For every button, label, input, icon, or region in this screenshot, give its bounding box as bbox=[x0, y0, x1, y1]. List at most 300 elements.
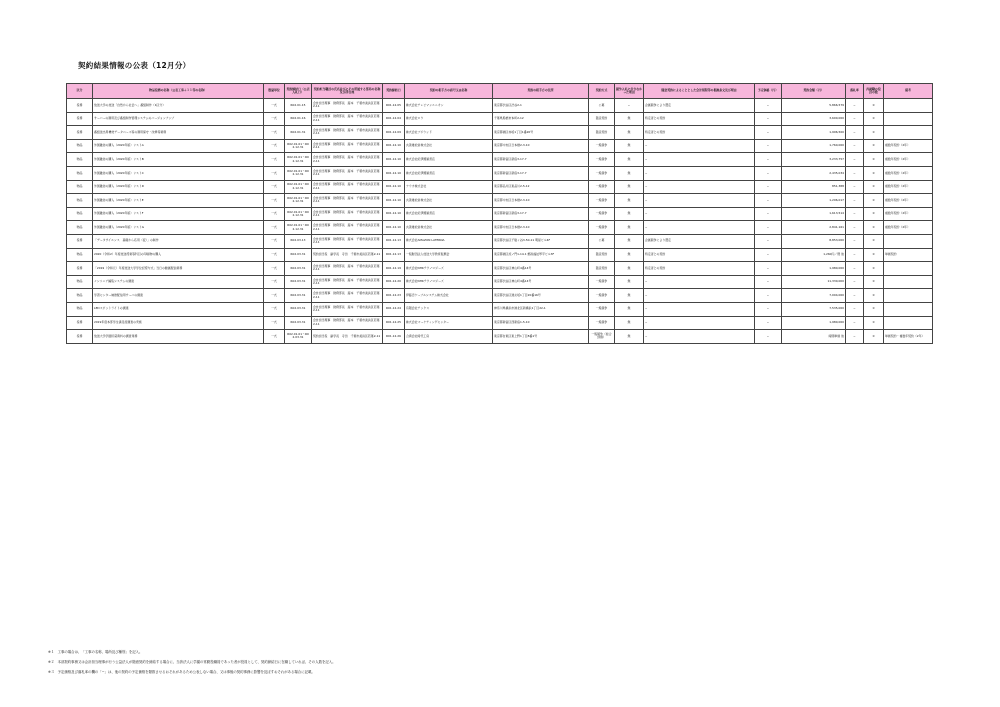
cell-contract-date: R01.12.10 bbox=[383, 166, 405, 180]
cell-contract-date: R01.12.05 bbox=[383, 99, 405, 113]
cell-remarks: 複数年契約（2年） bbox=[884, 139, 933, 153]
cell-legal-basis: 特定者との契約 bbox=[644, 126, 755, 140]
cell-contract-date: R01.12.24 bbox=[383, 302, 405, 316]
cell-counterparty-name: 株式会社紀伊國屋書店 bbox=[405, 207, 493, 221]
cell-contract-officer: 会計担当理事 財務部長 藤本 千葉市美浜区若葉2-11 bbox=[312, 221, 383, 235]
cell-reemployed-officers: 0 bbox=[864, 139, 884, 153]
cell-estimated-price: − bbox=[755, 248, 782, 262]
cell-no-competition-reason: − bbox=[615, 99, 644, 113]
cell-counterparty-address: 東京都渋谷区千駄ヶ谷3-50-11 明星ビル4F bbox=[493, 234, 589, 248]
cell-award-rate: − bbox=[846, 248, 864, 262]
cell-counterparty-name: 株式会社マーケティングセンター bbox=[405, 316, 493, 330]
cell-award-rate: − bbox=[846, 234, 864, 248]
cell-contract-officer: 会計担当理事 財務部長 藤本 千葉市美浜区若葉2-11 bbox=[312, 166, 383, 180]
cell-contract-officer: 会計担当理事 財務部長 藤本 千葉市美浜区若葉2-11 bbox=[312, 207, 383, 221]
table-row bbox=[67, 289, 933, 303]
cell-no-competition-reason: 無 bbox=[615, 330, 644, 344]
cell-legal-basis: − bbox=[644, 153, 755, 167]
cell-item-name: 「データサイエンス 基礎から応用（仮）」の制作 bbox=[93, 234, 264, 248]
cell-contract-method: 一般競争 bbox=[589, 289, 615, 303]
table-row bbox=[67, 139, 933, 153]
cell-delivery-date: R02.03.31 bbox=[285, 302, 312, 316]
table-row bbox=[67, 180, 933, 194]
cell-no-competition-reason: 無 bbox=[615, 234, 644, 248]
cell-counterparty-name: 株式会社AMAZON LATERNA bbox=[405, 234, 493, 248]
column-header: 区分 bbox=[67, 84, 93, 99]
contract-results-table bbox=[66, 83, 933, 344]
cell-remarks bbox=[884, 316, 933, 330]
column-header: 契約締結日（公表入札日） bbox=[285, 84, 312, 99]
cell-counterparty-name: 株式会社紀伊國屋書店 bbox=[405, 153, 493, 167]
cell-delivery-date: R02.03.31 bbox=[285, 316, 312, 330]
cell-quantity: 一式 bbox=[264, 166, 285, 180]
cell-category: 役務 bbox=[67, 330, 93, 344]
cell-award-rate: − bbox=[846, 316, 864, 330]
cell-estimated-price: − bbox=[755, 180, 782, 194]
table-row bbox=[67, 166, 933, 180]
cell-contract-officer: 会計担当理事 財務部長 藤本 千葉市美浜区若葉2-11 bbox=[312, 262, 383, 276]
cell-counterparty-address: 東京都渋谷区道玄坂1丁目20番16号 bbox=[493, 289, 589, 303]
cell-item-name: 2019年度本部学生満足度調査の実施 bbox=[93, 316, 264, 330]
cell-no-competition-reason: 無 bbox=[615, 248, 644, 262]
column-header: 落札率 bbox=[846, 84, 864, 99]
cell-contract-method: 公募 bbox=[589, 99, 615, 113]
header-row bbox=[67, 84, 933, 99]
cell-legal-basis: − bbox=[644, 275, 755, 289]
cell-remarks bbox=[884, 262, 933, 276]
cell-contract-date: R01.12.04 bbox=[383, 112, 405, 126]
cell-reemployed-officers: 0 bbox=[864, 234, 884, 248]
cell-contract-method: 随意契約 bbox=[589, 248, 615, 262]
cell-estimated-price: − bbox=[755, 262, 782, 276]
cell-reemployed-officers: 0 bbox=[864, 153, 884, 167]
cell-item-name: 放送大学学園所蔵資料の調査業務 bbox=[93, 330, 264, 344]
cell-quantity: 一式 bbox=[264, 302, 285, 316]
cell-contract-amount: 1,980,000 bbox=[782, 316, 846, 330]
table-row bbox=[67, 248, 933, 262]
cell-counterparty-name: 株式会社NHKテクノロジーズ bbox=[405, 275, 493, 289]
cell-item-name: 外国雑誌の購入（2020年版）リストG bbox=[93, 221, 264, 235]
cell-reemployed-officers: 0 bbox=[864, 262, 884, 276]
cell-contract-method: 一般競争 bbox=[589, 166, 615, 180]
cell-contract-officer: 会計担当理事 財務部長 藤本 千葉市美浜区若葉2-11 bbox=[312, 316, 383, 330]
cell-contract-amount: 2,435,034 bbox=[782, 166, 846, 180]
cell-counterparty-name: 株式会社テレビマンユニオン bbox=[405, 99, 493, 113]
cell-delivery-date: R02.01.01〜R02.12.31 bbox=[285, 221, 312, 235]
cell-legal-basis: − bbox=[644, 194, 755, 208]
cell-category: 役務 bbox=[67, 316, 93, 330]
cell-item-name: 外国雑誌の購入（2020年版）リストC bbox=[93, 166, 264, 180]
cell-contract-date: R01.12.10 bbox=[383, 153, 405, 167]
cell-contract-amount: 7,535,000 bbox=[782, 302, 846, 316]
cell-counterparty-address: 東京都渋谷区渋谷2-1 bbox=[493, 99, 589, 113]
cell-quantity: 一式 bbox=[264, 180, 285, 194]
cell-no-competition-reason: 無 bbox=[615, 221, 644, 235]
cell-award-rate: − bbox=[846, 330, 864, 344]
cell-award-rate: − bbox=[846, 262, 864, 276]
cell-contract-amount: 時間単価 他 bbox=[782, 330, 846, 344]
cell-counterparty-address: 東京都渋谷区神山町4番14号 bbox=[493, 262, 589, 276]
table-row bbox=[67, 262, 933, 276]
cell-contract-method: 一般競争 bbox=[589, 302, 615, 316]
cell-no-competition-reason: 無 bbox=[615, 207, 644, 221]
cell-legal-basis: − bbox=[644, 166, 755, 180]
cell-remarks: 単価契約・複数年契約（2年） bbox=[884, 330, 933, 344]
cell-counterparty-address: 東京都港区虎ノ門1-14-1 郵政福祉琴平ビル3F bbox=[493, 248, 589, 262]
cell-counterparty-name: 合資会社時代工房 bbox=[405, 330, 493, 344]
footnote: ※３ 予定価格及び落札率の欄の「−」は、他の契約の予定価格を類推させるおそれがあるため公表しない場合、又は事後の契約事務に影響を及ぼすおそれがある場合に記載。 bbox=[48, 670, 315, 674]
cell-estimated-price: − bbox=[755, 153, 782, 167]
cell-counterparty-address: 東京都新宿区新宿3-17-7 bbox=[493, 207, 589, 221]
column-header: 契約担当職員の氏名並びにその所属する部局の名称及び所在地 bbox=[312, 84, 383, 99]
cell-category: 物品 bbox=[67, 248, 93, 262]
cell-delivery-date: R02.01.01〜R02.12.31 bbox=[285, 166, 312, 180]
cell-counterparty-name: 丸善雄松堂株式会社 bbox=[405, 139, 493, 153]
cell-delivery-date: R02.01.01〜R02.12.31 bbox=[285, 139, 312, 153]
column-header: 契約締結日 bbox=[383, 84, 405, 99]
column-header: 物品役務の名称（公表工事＋１１等の名称） bbox=[93, 84, 264, 99]
cell-category: 物品 bbox=[67, 207, 93, 221]
cell-reemployed-officers: 0 bbox=[864, 99, 884, 113]
cell-counterparty-name: 伊藤忠ケーブルシステム株式会社 bbox=[405, 289, 493, 303]
cell-delivery-date: R02.01.15 bbox=[285, 99, 312, 113]
cell-reemployed-officers: 0 bbox=[864, 207, 884, 221]
cell-no-competition-reason: 無 bbox=[615, 289, 644, 303]
column-header: 備考 bbox=[884, 84, 933, 99]
cell-category: 役務 bbox=[67, 99, 93, 113]
cell-delivery-date: R02.01.31 bbox=[285, 126, 312, 140]
cell-quantity: 一式 bbox=[264, 289, 285, 303]
cell-item-name: 2020（令和2）年度放送授業等科目の印刷物の購入 bbox=[93, 248, 264, 262]
cell-quantity: 一式 bbox=[264, 139, 285, 153]
cell-contract-date: R01.12.10 bbox=[383, 139, 405, 153]
cell-category: 物品 bbox=[67, 289, 93, 303]
cell-contract-amount: 7,004,000 bbox=[782, 289, 846, 303]
cell-contract-officer: 契約担当役 副学長 寺田 千葉市美浜区若葉2-11 bbox=[312, 330, 383, 344]
cell-award-rate: − bbox=[846, 112, 864, 126]
cell-legal-basis: − bbox=[644, 330, 755, 344]
cell-contract-date: R01.12.10 bbox=[383, 194, 405, 208]
cell-quantity: 一式 bbox=[264, 316, 285, 330]
cell-item-name: LEDスポットライトの調達 bbox=[93, 302, 264, 316]
cell-counterparty-address: 東京都中央区日本橋2-3-10 bbox=[493, 194, 589, 208]
table-row bbox=[67, 112, 933, 126]
cell-quantity: 一式 bbox=[264, 330, 285, 344]
table-row bbox=[67, 221, 933, 235]
table-body bbox=[67, 99, 933, 344]
table-header bbox=[67, 84, 933, 99]
cell-category: 役務 bbox=[67, 112, 93, 126]
cell-item-name: 外国雑誌の購入（2020年版）リストF bbox=[93, 207, 264, 221]
cell-remarks: 複数年契約（2年） bbox=[884, 194, 933, 208]
cell-contract-amount: 3,600,000 bbox=[782, 112, 846, 126]
table-row bbox=[67, 153, 933, 167]
cell-counterparty-address: 千葉県船橋市本町2-12 bbox=[493, 112, 589, 126]
cell-contract-officer: 会計担当理事 財務部長 藤本 千葉市美浜区若葉2-11 bbox=[312, 289, 383, 303]
cell-contract-method: 一般競争 bbox=[589, 180, 615, 194]
cell-contract-method: 一般競争 bbox=[589, 207, 615, 221]
cell-counterparty-name: 株式会社紀伊國屋書店 bbox=[405, 166, 493, 180]
cell-award-rate: − bbox=[846, 207, 864, 221]
cell-quantity: 一式 bbox=[264, 248, 285, 262]
table-row bbox=[67, 194, 933, 208]
cell-contract-amount: 2,841,161 bbox=[782, 221, 846, 235]
cell-reemployed-officers: 0 bbox=[864, 126, 884, 140]
cell-contract-method: 一般競争 bbox=[589, 139, 615, 153]
cell-contract-method: 一般競争 bbox=[589, 153, 615, 167]
cell-remarks bbox=[884, 99, 933, 113]
cell-contract-date: R01.12.10 bbox=[383, 207, 405, 221]
cell-no-competition-reason: 無 bbox=[615, 112, 644, 126]
cell-delivery-date: R02.03.31 bbox=[285, 248, 312, 262]
table-row bbox=[67, 126, 933, 140]
cell-contract-officer: 契約担当役 副学長 寺田 千葉市美浜区若葉2-11 bbox=[312, 248, 383, 262]
cell-no-competition-reason: 無 bbox=[615, 262, 644, 276]
cell-contract-officer: 会計担当理事 財務部長 藤本 千葉市美浜区若葉2-11 bbox=[312, 139, 383, 153]
cell-category: 役務 bbox=[67, 234, 93, 248]
cell-remarks: 複数年契約（2年） bbox=[884, 166, 933, 180]
cell-category: 物品 bbox=[67, 194, 93, 208]
cell-contract-method: 一般競争 bbox=[589, 275, 615, 289]
cell-quantity: 一式 bbox=[264, 153, 285, 167]
cell-no-competition-reason: 無 bbox=[615, 153, 644, 167]
cell-counterparty-address: 東京都新宿区新宿3-17-7 bbox=[493, 153, 589, 167]
cell-remarks bbox=[884, 112, 933, 126]
cell-delivery-date: R02.01.01〜R02.03.31 bbox=[285, 330, 312, 344]
cell-category: 物品 bbox=[67, 275, 93, 289]
cell-item-name: 外国雑誌の購入（2020年版）リストB bbox=[93, 153, 264, 167]
cell-item-name: 外国雑誌の購入（2020年版）リストD bbox=[93, 180, 264, 194]
cell-category: 物品 bbox=[67, 302, 93, 316]
column-header: 契約の相手方の住所 bbox=[493, 84, 589, 99]
cell-estimated-price: − bbox=[755, 207, 782, 221]
cell-quantity: 一式 bbox=[264, 275, 285, 289]
cell-contract-method: 随意契約 bbox=[589, 112, 615, 126]
cell-no-competition-reason: 無 bbox=[615, 139, 644, 153]
cell-reemployed-officers: 0 bbox=[864, 112, 884, 126]
column-header: 随意契約によることとした会計規程等の根拠条文及び理由 bbox=[644, 84, 755, 99]
footnotes bbox=[48, 650, 948, 680]
cell-estimated-price: − bbox=[755, 221, 782, 235]
cell-counterparty-address: 東京都新宿区西新宿1-5-10 bbox=[493, 316, 589, 330]
cell-contract-date: R01.12.09 bbox=[383, 126, 405, 140]
cell-counterparty-name: 有限会社テックス bbox=[405, 302, 493, 316]
cell-delivery-date: R02.01.01〜R02.12.31 bbox=[285, 207, 312, 221]
cell-contract-method: 一般競争 bbox=[589, 316, 615, 330]
column-header: 契約金額（円） bbox=[782, 84, 846, 99]
cell-counterparty-address: 東京都渋谷区神山町4番14号 bbox=[493, 275, 589, 289]
footnote: ※１ 工事の場合は、「工事の名称、場所及び種別」を記入。 bbox=[48, 650, 143, 654]
cell-legal-basis: − bbox=[644, 207, 755, 221]
cell-contract-method: 随意契約 bbox=[589, 262, 615, 276]
cell-legal-basis: 特定者との契約 bbox=[644, 262, 755, 276]
cell-estimated-price: − bbox=[755, 234, 782, 248]
cell-no-competition-reason: 無 bbox=[615, 316, 644, 330]
cell-remarks: 複数年契約（2年） bbox=[884, 207, 933, 221]
cell-no-competition-reason: 無 bbox=[615, 194, 644, 208]
cell-award-rate: − bbox=[846, 194, 864, 208]
page-title: 契約結果情報の公表（12月分） bbox=[78, 61, 191, 70]
table-row bbox=[67, 275, 933, 289]
cell-item-name: 放送大学の放送「自然から社会へ」番組制作（1区分） bbox=[93, 99, 264, 113]
cell-award-rate: − bbox=[846, 166, 864, 180]
cell-category: 物品 bbox=[67, 166, 93, 180]
table-row bbox=[67, 316, 933, 330]
column-header: 契約の相手方の商号又は名称 bbox=[405, 84, 493, 99]
cell-no-competition-reason: 無 bbox=[615, 126, 644, 140]
cell-award-rate: − bbox=[846, 221, 864, 235]
table-row bbox=[67, 302, 933, 316]
column-header: 予定価格（円） bbox=[755, 84, 782, 99]
cell-contract-date: R01.12.10 bbox=[383, 180, 405, 194]
cell-estimated-price: − bbox=[755, 166, 782, 180]
cell-award-rate: − bbox=[846, 289, 864, 303]
cell-counterparty-name: 丸善雄松堂株式会社 bbox=[405, 194, 493, 208]
cell-contract-amount: 8,853,000 bbox=[782, 234, 846, 248]
cell-counterparty-name: ナウカ株式会社 bbox=[405, 180, 493, 194]
cell-contract-amount: 1,613,514 bbox=[782, 207, 846, 221]
cell-quantity: 一式 bbox=[264, 126, 285, 140]
column-header: 競争入札に付さなかった理由 bbox=[615, 84, 644, 99]
cell-category: 物品 bbox=[67, 180, 93, 194]
cell-estimated-price: − bbox=[755, 112, 782, 126]
cell-remarks bbox=[884, 234, 933, 248]
cell-contract-amount: 3,233,757 bbox=[782, 153, 846, 167]
cell-contract-date: R01.12.26 bbox=[383, 330, 405, 344]
table-row bbox=[67, 99, 933, 113]
cell-legal-basis: − bbox=[644, 221, 755, 235]
cell-legal-basis: − bbox=[644, 289, 755, 303]
cell-contract-method: 一般競争（総合評価） bbox=[589, 330, 615, 344]
cell-award-rate: − bbox=[846, 126, 864, 140]
cell-category: 役務 bbox=[67, 126, 93, 140]
cell-quantity: 一式 bbox=[264, 234, 285, 248]
cell-delivery-date: R02.03.31 bbox=[285, 289, 312, 303]
cell-award-rate: − bbox=[846, 275, 864, 289]
cell-counterparty-address: 東京都中央区日本橋2-3-10 bbox=[493, 139, 589, 153]
cell-counterparty-address: 東京都新宿区新宿3-17-7 bbox=[493, 166, 589, 180]
cell-counterparty-name: 丸善雄松堂株式会社 bbox=[405, 221, 493, 235]
cell-contract-officer: 会計担当理事 財務部長 藤本 千葉市美浜区若葉2-11 bbox=[312, 180, 383, 194]
cell-legal-basis: 企画競争により選定 bbox=[644, 234, 755, 248]
cell-contract-amount: 1,996,500 bbox=[782, 126, 846, 140]
cell-contract-officer: 会計担当理事 財務部長 藤本 千葉市美浜区若葉2-11 bbox=[312, 126, 383, 140]
cell-contract-method: 随意契約 bbox=[589, 126, 615, 140]
cell-remarks bbox=[884, 126, 933, 140]
cell-counterparty-name: 株式会社ロウ bbox=[405, 112, 493, 126]
cell-estimated-price: − bbox=[755, 99, 782, 113]
cell-legal-basis: − bbox=[644, 316, 755, 330]
cell-item-name: 外国雑誌の購入（2020年版）リストE bbox=[93, 194, 264, 208]
cell-contract-date: R01.12.13 bbox=[383, 234, 405, 248]
cell-contract-amount: 851,388 bbox=[782, 180, 846, 194]
cell-remarks: 複数年契約（2年） bbox=[884, 153, 933, 167]
cell-contract-method: 公募 bbox=[589, 234, 615, 248]
cell-contract-amount: 1,296,017 bbox=[782, 194, 846, 208]
cell-remarks: 複数年契約（2年） bbox=[884, 221, 933, 235]
cell-legal-basis: − bbox=[644, 180, 755, 194]
cell-no-competition-reason: 無 bbox=[615, 180, 644, 194]
cell-legal-basis: − bbox=[644, 302, 755, 316]
cell-item-name: ノンリニア編集システムの調達 bbox=[93, 275, 264, 289]
cell-estimated-price: − bbox=[755, 289, 782, 303]
cell-contract-method: 一般競争 bbox=[589, 194, 615, 208]
cell-remarks bbox=[884, 289, 933, 303]
cell-quantity: 一式 bbox=[264, 262, 285, 276]
cell-estimated-price: − bbox=[755, 194, 782, 208]
cell-category: 役務 bbox=[67, 262, 93, 276]
cell-counterparty-address: 東京都品川区東品川2-5-12 bbox=[493, 180, 589, 194]
cell-legal-basis: 特定者との契約 bbox=[644, 248, 755, 262]
cell-category: 物品 bbox=[67, 139, 93, 153]
cell-item-name: 学習センター映像配信用サーバの調達 bbox=[93, 289, 264, 303]
cell-reemployed-officers: 0 bbox=[864, 316, 884, 330]
cell-contract-officer: 会計担当理事 財務部長 藤本 千葉市美浜区若葉2-11 bbox=[312, 302, 383, 316]
cell-counterparty-name: 一般財団法人放送大学教育振興会 bbox=[405, 248, 493, 262]
cell-contract-officer: 会計担当理事 財務部長 藤本 千葉市美浜区若葉2-11 bbox=[312, 112, 383, 126]
cell-reemployed-officers: 0 bbox=[864, 275, 884, 289]
cell-reemployed-officers: 0 bbox=[864, 330, 884, 344]
cell-counterparty-name: 株式会社NHKテクノロジーズ bbox=[405, 262, 493, 276]
cell-no-competition-reason: 無 bbox=[615, 302, 644, 316]
cell-quantity: 一式 bbox=[264, 112, 285, 126]
cell-contract-date: R01.12.25 bbox=[383, 316, 405, 330]
cell-estimated-price: − bbox=[755, 330, 782, 344]
cell-legal-basis: 企画競争により選定 bbox=[644, 99, 755, 113]
cell-estimated-price: − bbox=[755, 126, 782, 140]
cell-contract-date: R01.12.23 bbox=[383, 289, 405, 303]
cell-contract-date: R01.12.10 bbox=[383, 221, 405, 235]
cell-item-name: 「2019（令和元）年度放送大学学位記授与式」当日の動画配信業務 bbox=[93, 262, 264, 276]
cell-contract-amount: 1,760,000 bbox=[782, 139, 846, 153]
table-row bbox=[67, 207, 933, 221]
cell-estimated-price: − bbox=[755, 275, 782, 289]
cell-quantity: 一式 bbox=[264, 207, 285, 221]
cell-counterparty-address: 東京都中央区日本橋2-3-10 bbox=[493, 221, 589, 235]
cell-contract-officer: 会計担当理事 財務部長 藤本 千葉市美浜区若葉2-11 bbox=[312, 275, 383, 289]
cell-estimated-price: − bbox=[755, 139, 782, 153]
cell-item-name: 番組送出用機材データベース等の運用保守・改修等業務 bbox=[93, 126, 264, 140]
cell-contract-amount: 1,260円／冊 他 bbox=[782, 248, 846, 262]
cell-award-rate: − bbox=[846, 99, 864, 113]
cell-reemployed-officers: 0 bbox=[864, 289, 884, 303]
cell-reemployed-officers: 0 bbox=[864, 180, 884, 194]
cell-delivery-date: R02.03.13 bbox=[285, 234, 312, 248]
cell-legal-basis: 特定者との契約 bbox=[644, 112, 755, 126]
cell-delivery-date: R02.01.01〜R02.12.31 bbox=[285, 153, 312, 167]
column-header: 契約方式 bbox=[589, 84, 615, 99]
cell-quantity: 一式 bbox=[264, 221, 285, 235]
footnote: ※２ 本部契約事務又は会計担当理事が行う公益法人が随意契約を締結する場合に、当該法人に学園の常勤役職員であった者が役員として、契約締結日に在職していれば、その人数を記入。 bbox=[48, 660, 336, 664]
cell-delivery-date: R02.01.01〜R02.12.31 bbox=[285, 180, 312, 194]
table-row bbox=[67, 234, 933, 248]
cell-reemployed-officers: 0 bbox=[864, 166, 884, 180]
cell-contract-officer: 会計担当理事 財務部長 藤本 千葉市美浜区若葉2-11 bbox=[312, 234, 383, 248]
cell-category: 物品 bbox=[67, 153, 93, 167]
cell-delivery-date: R02.03.31 bbox=[285, 275, 312, 289]
cell-delivery-date: R02.03.31 bbox=[285, 262, 312, 276]
cell-remarks: 単価契約 bbox=[884, 248, 933, 262]
table-row bbox=[67, 330, 933, 344]
cell-contract-date: R01.12.13 bbox=[383, 248, 405, 262]
cell-reemployed-officers: 0 bbox=[864, 194, 884, 208]
cell-contract-method: 一般競争 bbox=[589, 221, 615, 235]
cell-delivery-date: R02.01.16 bbox=[285, 112, 312, 126]
cell-estimated-price: − bbox=[755, 302, 782, 316]
cell-no-competition-reason: 無 bbox=[615, 275, 644, 289]
cell-estimated-price: − bbox=[755, 316, 782, 330]
cell-contract-date: R01.12.19 bbox=[383, 262, 405, 276]
